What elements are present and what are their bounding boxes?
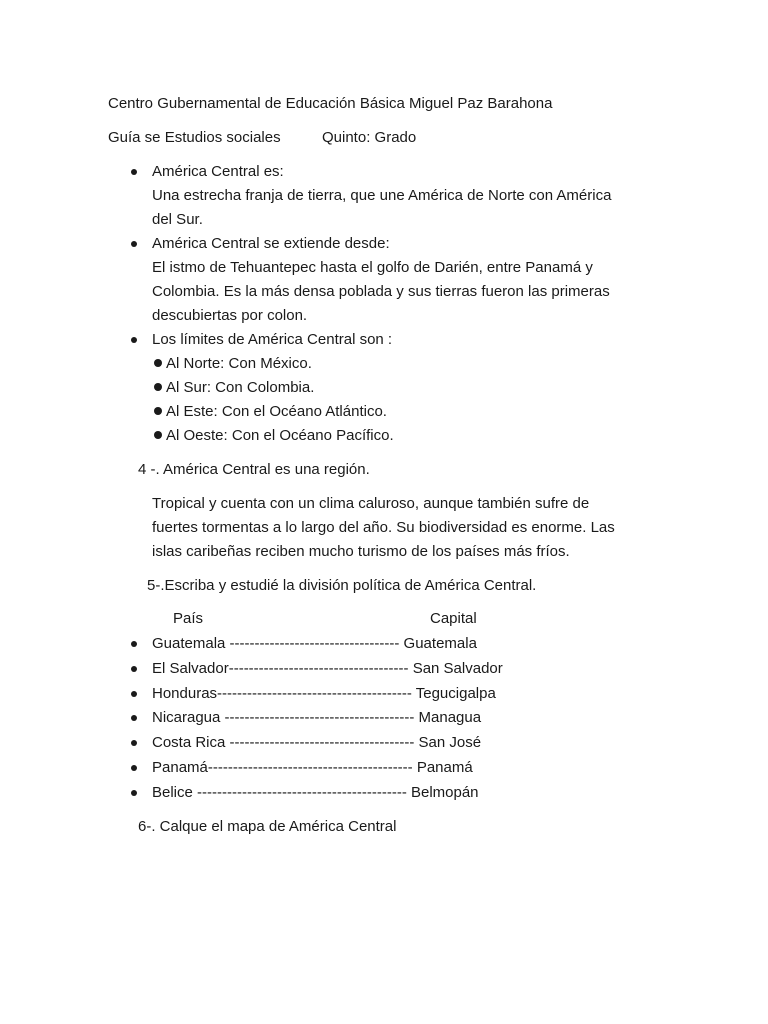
- section-4-line-2: fuertes tormentas a lo largo del año. Su biodiversidad es enorme. Las: [152, 519, 615, 536]
- dot-icon: [154, 407, 162, 415]
- q2-title: América Central se extiende desde:: [152, 235, 390, 252]
- section-6-title: 6-. Calque el mapa de América Central: [138, 818, 397, 835]
- column-header-country: País: [173, 610, 204, 627]
- bullet-icon: [131, 765, 137, 771]
- column-header-capital: Capital: [430, 610, 477, 627]
- bullet-icon: [131, 715, 137, 721]
- bullet-icon: [131, 666, 137, 672]
- guide-title: Guía se Estudios sociales: [108, 129, 281, 146]
- section-4-title: 4 -. América Central es una región.: [138, 461, 370, 478]
- limit-item: Al Sur: Con Colombia.: [154, 378, 314, 398]
- country-row: Honduras--------------------------------------- Tegucigalpa: [152, 685, 496, 702]
- country-row: Nicaragua -------------------------------------- Managua: [152, 709, 482, 726]
- country-row: Panamá----------------------------------------- Panamá: [152, 759, 473, 776]
- limit-item: Al Este: Con el Océano Atlántico.: [154, 402, 387, 422]
- section-5-title: 5-.Escriba y estudié la división política de América Central.: [147, 577, 537, 594]
- school-name: Centro Gubernamental de Educación Básica Miguel Paz Barahona: [108, 95, 553, 112]
- limit-item: Al Oeste: Con el Océano Pacífico.: [154, 426, 394, 446]
- country-row: Costa Rica ------------------------------------- San José: [152, 734, 482, 751]
- dot-icon: [154, 383, 162, 391]
- bullet-icon: [131, 641, 137, 647]
- bullet-icon: [131, 337, 137, 343]
- q1-title: América Central es:: [152, 163, 284, 180]
- q1-line-1: Una estrecha franja de tierra, que une América de Norte con América: [152, 187, 612, 204]
- dot-icon: [154, 359, 162, 367]
- limit-item: Al Norte: Con México.: [154, 354, 312, 374]
- q2-line-3: descubiertas por colon.: [152, 307, 308, 324]
- section-4-line-3: islas caribeñas reciben mucho turismo de los países más fríos.: [152, 543, 570, 560]
- dot-icon: [154, 431, 162, 439]
- bullet-icon: [131, 790, 137, 796]
- q2-line-2: Colombia. Es la más densa poblada y sus tierras fueron las primeras: [152, 283, 610, 300]
- bullet-icon: [131, 169, 137, 175]
- country-row: Guatemala ---------------------------------- Guatemala: [152, 635, 477, 652]
- grade-label: Quinto: Grado: [322, 129, 417, 146]
- q1-line-2: del Sur.: [152, 211, 203, 228]
- q2-line-1: El istmo de Tehuantepec hasta el golfo de Darién, entre Panamá y: [152, 259, 593, 276]
- q3-title: Los límites de América Central son :: [152, 331, 393, 348]
- bullet-icon: [131, 241, 137, 247]
- country-row: Belice ------------------------------------------ Belmopán: [152, 784, 479, 801]
- country-row: El Salvador------------------------------------ San Salvador: [152, 660, 503, 677]
- section-4-line-1: Tropical y cuenta con un clima caluroso, aunque también sufre de: [152, 495, 590, 512]
- bullet-icon: [131, 740, 137, 746]
- bullet-icon: [131, 691, 137, 697]
